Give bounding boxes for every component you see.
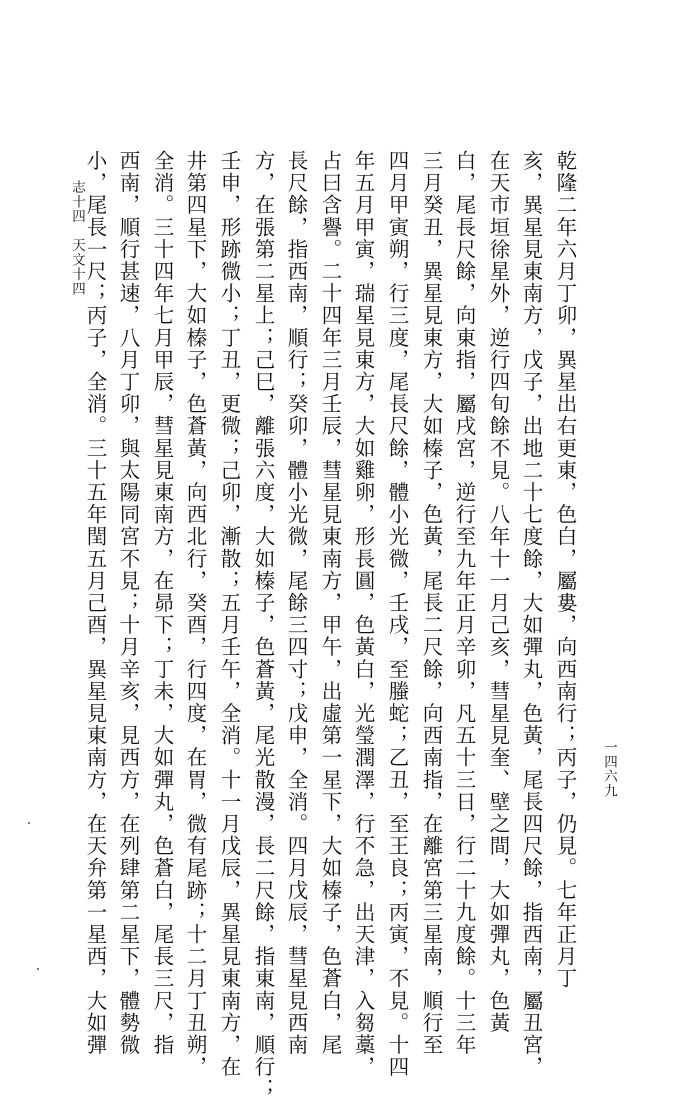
text-column-9: 長尺餘，指西南，順行；癸卯，體小光微，尾餘三四寸；戊申，全消。四月戊辰，彗星見西南 [284,150,308,1057]
text-column-4: 白，尾長尺餘，向東指，屬戌宮，逆行至九年正月辛卯，凡五十三日，行二十九度餘。十三年 [452,150,476,1057]
text-column-1: 乾隆二年六月丁卯，異星出右更東，色白，屬婁，向西南行；丙子，仍見。七年正月丁 [553,150,577,990]
text-column-13: 全消。三十四年七月甲辰，彗星見東南方，在昴下；丁未，大如彈丸，色蒼白，尾長三尺，指 [150,150,174,1057]
text-column-2: 亥，異星見東南方，戊子，出地二十七度餘，大如彈丸，色黃，尾長四尺餘，指西南，屬丑宮， [519,150,543,1079]
text-column-6: 四月甲寅朔，行三度，尾長尺餘，體小光微，壬戌，至螣蛇；乙丑，至王良；丙寅，不見。十四 [385,150,409,1079]
text-column-15: 小，尾長一尺；丙子，全消。三十五年閏五月己酉，異星見東南方，在天弁第一星西，大如彈 [83,150,107,1057]
text-column-10: 方，在張第二星上；己巳，離張六度，大如榛子，色蒼黃，尾光散漫，長二尺餘，指東南，順行； [251,150,275,1100]
text-column-8: 占曰含譽。二十四年三月壬辰，彗星見東南方，甲午，出虛第一星下，大如榛子，色蒼白，尾 [318,150,342,1057]
text-column-11: 壬申，形跡微小；丁丑，更微；己卯，漸散；五月壬午，全消。十一月戊辰，異星見東南方，在 [217,150,241,1079]
text-column-14: 西南，順行甚速，八月丁卯，與太陽同宮不見；十月辛亥，見西方，在列肆第二星下，體勢微 [116,150,140,1057]
speck-mark [37,968,39,970]
speck-mark [28,822,30,824]
text-column-5: 三月癸丑，異星見東方，大如榛子，色黃，尾長二尺餘，向西南指，在離宮第三星南，順行至 [419,150,443,1057]
text-column-3: 在天市垣徐星外，逆行四旬餘不見。八年十一月己亥，彗星見奎、壁之間，大如彈丸，色黃 [486,150,510,1034]
text-column-12: 井第四星下，大如榛子，色蒼黃，向西北行，癸酉，行四度，在胃，微有尾跡；十二月丁丑朔， [183,150,207,1079]
text-column-7: 年五月甲寅，瑞星見東方，大如雞卵，形長圓，色黃白，光瑩潤澤，行不急，出天津，入芻藁， [351,150,375,1079]
page-number: 一四六九 [601,740,617,798]
chapter-marker: 志十四 天文十四 [69,180,85,296]
